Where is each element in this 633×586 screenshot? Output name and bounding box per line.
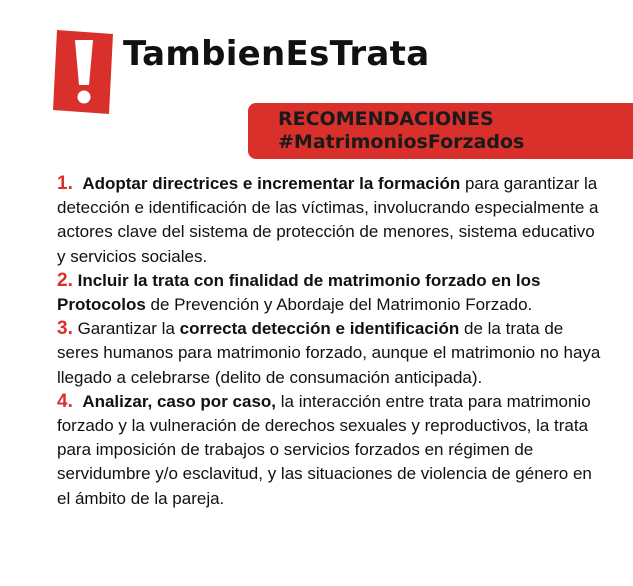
item-emphasis: Adoptar directrices e incrementar la formación (82, 174, 461, 193)
item-number: 1. (57, 173, 73, 194)
item-text: la interacción entre trata para matrimonio forzado y la vulneración de derechos sexuales y reproductivos, la trata para imposición de trabajos o servicios forzados en régimen de servidumbre y/o esclavitud, y las situaciones de violencia de género en el ámbito de la pareja. (57, 391, 592, 508)
item-number: 3. (57, 318, 73, 340)
item-text: de Prevención y Abordaje del Matrimonio Forzado. (145, 295, 533, 315)
item-number: 2. (57, 269, 73, 291)
item-text: de la trata de seres humanos para matrimonio forzado, aunque el matrimonio no haya llegado a celebrarse (delito de consumación anticipada). (57, 319, 601, 387)
banner-title: RECOMENDACIONES (278, 108, 494, 130)
page-title: TambienEsTrata (123, 34, 430, 74)
item-number: 4. (57, 390, 73, 412)
banner-hashtag: #MatrimoniosForzados (278, 131, 525, 153)
item-emphasis: Incluir la trata con finalidad de matrimonio forzado en los Protocolos (57, 270, 541, 315)
recommendation-item-4 (57, 390, 607, 511)
recommendation-item-1 (57, 172, 607, 269)
item-pre-text: Garantizar la (72, 319, 180, 339)
item-text: para garantizar la detección e identificación de las víctimas, involucrando especialmente a actores clave del sistema de protección de menores, sistema educativo y servicios sociales. (57, 174, 599, 266)
item-emphasis: Analizar, caso por caso, (82, 391, 277, 411)
recommendation-item-2 (57, 269, 607, 317)
recommendation-item-3 (57, 317, 607, 390)
exclamation-icon (53, 30, 113, 114)
item-emphasis: correcta detección e identificación (179, 319, 460, 339)
recommendations-list (57, 172, 607, 511)
